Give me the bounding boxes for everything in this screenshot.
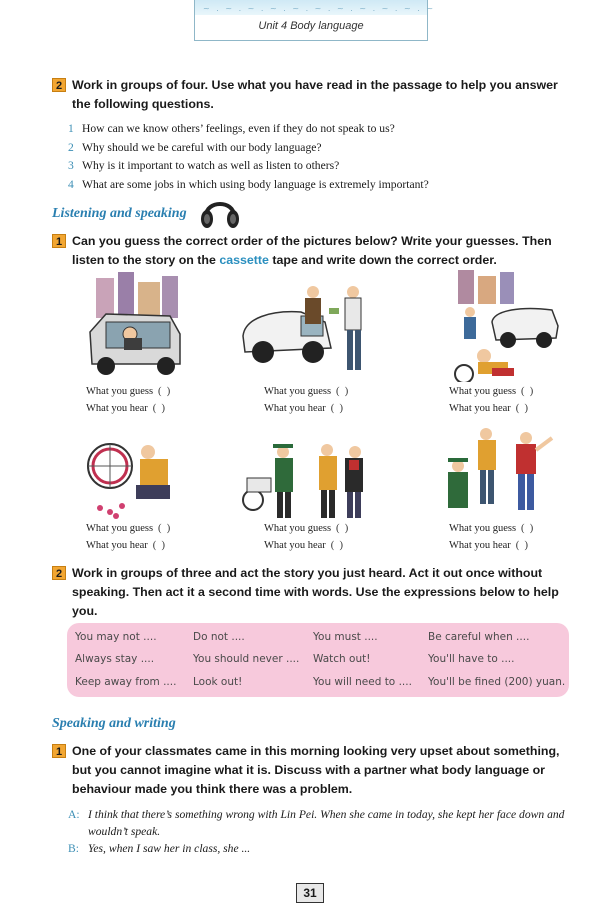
expression: You will need to .... xyxy=(313,676,412,688)
car-two-men-picture xyxy=(241,278,367,374)
task-instruction: Work in groups of three and act the story you just heard. Act it out once without speaking. Then act it a second time with words. Use the expressions below to help you. xyxy=(72,566,559,618)
section-heading-writing: Speaking and writing xyxy=(52,716,176,731)
guess-blank[interactable]: ( ) xyxy=(520,523,534,534)
task-instruction: Work in groups of four. Use what you have read in the passage to help you answer the following questions. xyxy=(72,78,558,111)
dialog-text: I think that there’s something wrong with Lin Pei. When she came in today, she kept her face down and wouldn’t speak. xyxy=(88,808,565,838)
car-break-in-picture xyxy=(86,272,186,380)
hear-blank[interactable]: ( ) xyxy=(515,539,528,551)
task-number-badge: 1 xyxy=(52,744,66,758)
police-argument-picture xyxy=(446,424,558,520)
picture-caption: What you guess ( ) What you hear ( ) xyxy=(264,521,353,554)
expression: Always stay .... xyxy=(75,653,155,665)
police-stop-picture xyxy=(241,438,371,522)
question-item: 2 Why should we be careful with our body language? xyxy=(68,140,322,154)
task-instruction: Can you guess the correct order of the pictures below? Write your guesses. Then listen to the story on the cassette tape and write down the correct order. xyxy=(72,234,552,267)
banner-decoration xyxy=(195,0,436,15)
picture-caption: What you guess ( ) What you hear ( ) xyxy=(264,384,353,417)
dialog-text: Yes, when I saw her in class, she ... xyxy=(88,842,251,855)
page-number: 31 xyxy=(296,883,324,903)
speaker-label: B: xyxy=(68,842,79,855)
expression: You'll be fined (200) yuan. xyxy=(428,676,566,688)
task-number-badge: 1 xyxy=(52,234,66,248)
speaker-label: A: xyxy=(68,808,80,821)
picture-caption: What you guess ( ) What you hear ( ) xyxy=(449,384,538,417)
unit-title: Unit 4 Body language xyxy=(258,20,364,32)
picture-caption: What you guess ( ) What you hear ( ) xyxy=(449,521,538,554)
hear-blank[interactable]: ( ) xyxy=(152,402,165,414)
picture-caption: What you guess ( ) What you hear ( ) xyxy=(86,384,175,417)
listening-task-1 xyxy=(52,232,572,270)
hear-blank[interactable]: ( ) xyxy=(152,539,165,551)
reading-task xyxy=(52,76,572,114)
hear-blank[interactable]: ( ) xyxy=(330,402,343,414)
dialog-line xyxy=(68,806,570,840)
expression: Watch out! xyxy=(313,653,371,665)
expression: Do not .... xyxy=(193,631,245,643)
bike-fall-picture xyxy=(86,430,186,522)
dialog-line xyxy=(68,840,570,857)
banner-dots: ~ . ~ . ~ . ~ . ~ . ~ . ~ . ~ . ~ . ~ . ~ xyxy=(203,4,436,13)
expression: Look out! xyxy=(193,676,243,688)
expression: You'll have to .... xyxy=(428,653,515,665)
guess-blank[interactable]: ( ) xyxy=(520,386,534,397)
expression: Keep away from .... xyxy=(75,676,177,688)
expression: You should never .... xyxy=(193,653,300,665)
listening-task-2 xyxy=(52,564,572,621)
task-number-badge: 2 xyxy=(52,566,66,580)
question-item: 4 What are some jobs in which using body language is extremely important? xyxy=(68,177,429,191)
unit-banner xyxy=(194,0,436,41)
section-heading-listening: Listening and speaking xyxy=(52,206,187,221)
question-list xyxy=(68,120,429,194)
picture-caption: What you guess ( ) What you hear ( ) xyxy=(86,521,175,554)
guess-blank[interactable]: ( ) xyxy=(335,386,349,397)
guess-blank[interactable]: ( ) xyxy=(157,386,171,397)
street-accident-picture xyxy=(452,270,562,382)
question-item: 1 How can we know others’ feelings, even if they do not speak to us? xyxy=(68,122,395,135)
expression: Be careful when .... xyxy=(428,631,530,643)
expression: You must .... xyxy=(313,631,378,643)
writing-task xyxy=(52,742,572,799)
expression: You may not .... xyxy=(75,631,157,643)
question-item: 3 Why is it important to watch as well as listen to others? xyxy=(68,159,340,172)
task-number-badge: 2 xyxy=(52,78,66,92)
hear-blank[interactable]: ( ) xyxy=(330,539,343,551)
task-instruction: One of your classmates came in this morning looking very upset about something, but you cannot imagine what it is. Discuss with a partner what body language or behaviour made you think there was a problem. xyxy=(72,744,560,796)
guess-blank[interactable]: ( ) xyxy=(335,523,349,534)
hear-blank[interactable]: ( ) xyxy=(515,402,528,414)
headphones-icon xyxy=(198,194,242,230)
cassette-word: cassette xyxy=(219,253,269,267)
guess-blank[interactable]: ( ) xyxy=(157,523,171,534)
